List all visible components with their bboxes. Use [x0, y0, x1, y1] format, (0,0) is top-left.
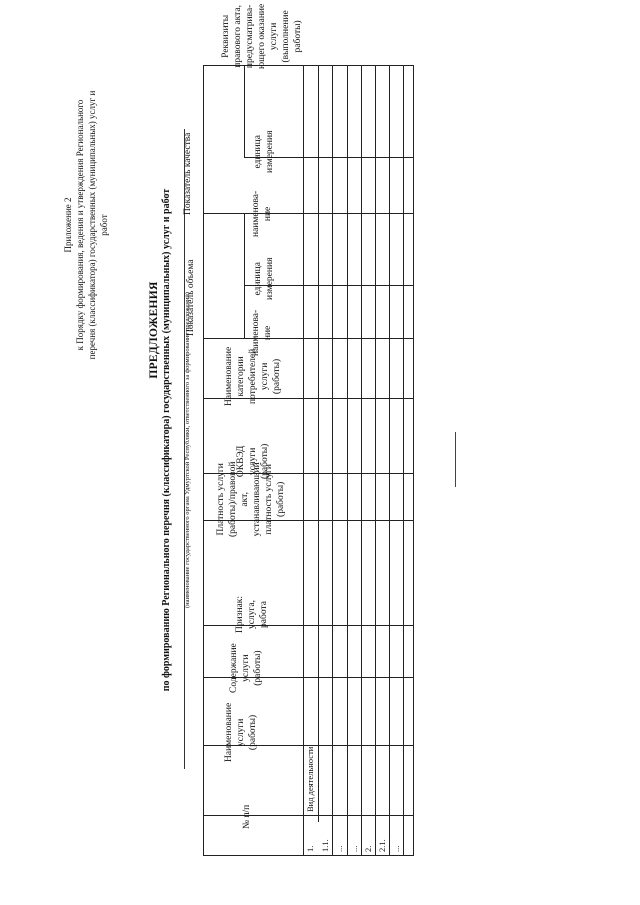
- header-paid-line: (работы): [276, 481, 287, 517]
- header-quality-unit-line: измерения: [265, 130, 276, 173]
- row-separator: [318, 65, 319, 822]
- header-volume-unit-line: единица: [253, 261, 264, 296]
- header-volume-name-line: наименова-: [251, 309, 262, 356]
- header-requisites-line: ющего оказание: [257, 3, 268, 69]
- header-sign-line: услуга,: [247, 600, 258, 629]
- header-requisites-line: работы): [293, 20, 304, 53]
- header-volume-unit: [244, 257, 303, 338]
- row-label: ...: [349, 845, 359, 852]
- row-label: 1.: [305, 845, 315, 852]
- row-label: 1.1.: [320, 839, 330, 852]
- header-sign-line: работа: [259, 601, 270, 628]
- header-category-line: (работы): [272, 358, 283, 394]
- header-num: № п/п: [241, 804, 252, 829]
- row-separator: [332, 65, 333, 855]
- header-category-line: Наименование: [224, 346, 235, 406]
- header-quality-unit: [244, 130, 303, 213]
- header-requisites-line: услуги: [269, 22, 280, 51]
- header-separator: [303, 65, 304, 855]
- header-okved-line: ОКВЭД: [236, 445, 247, 477]
- header-sign: [203, 595, 303, 677]
- header-name: [203, 702, 303, 815]
- appendix-header: [62, 45, 110, 405]
- header-content-line: Содержание: [229, 643, 240, 693]
- header-quality-name-line: ние: [263, 206, 274, 222]
- signature-line: [455, 432, 456, 487]
- row-label: ...: [391, 845, 401, 852]
- org-caption: (наименование государственного органа Удмуртской Республики, ответственного за формирование предложений): [184, 292, 191, 608]
- header-okved-line: (работы): [260, 443, 271, 479]
- header-quality-unit-line: единица: [253, 135, 264, 169]
- header-category-line: услуги: [260, 362, 271, 390]
- activity-label: Вид деятельности: [305, 746, 315, 812]
- table-border-right: [413, 65, 414, 856]
- appendix-line-1: Приложение 2: [63, 197, 73, 253]
- header-requisites-line: Реквизиты: [221, 14, 232, 58]
- header-content-line: (работы): [253, 650, 264, 686]
- row-separator: [347, 65, 348, 855]
- appendix-line-4: работ: [99, 214, 109, 236]
- header-name-line: (работы): [248, 714, 259, 751]
- header-requisites-line: предусматрива-: [245, 4, 256, 69]
- header-okved-line: услуги: [248, 447, 259, 475]
- header-quality-name: [244, 190, 303, 285]
- row-label: 2.: [363, 845, 373, 852]
- header-volume: Показатель объема: [186, 259, 197, 336]
- header-requisites-line: правового акта,: [233, 5, 244, 68]
- header-content-line: услуги: [241, 654, 252, 682]
- appendix-line-3: перечня (классификатора) государственных (муниципальных) услуг и: [87, 90, 97, 360]
- header-category-line: потребителей: [248, 348, 259, 404]
- header-content: [203, 643, 303, 745]
- header-name-line: Наименование: [224, 702, 235, 762]
- header-requisites-line: (выполнение: [281, 10, 292, 63]
- header-paid-line: платность услуги: [264, 463, 275, 535]
- header-requisites: [203, 3, 304, 157]
- header-paid-line: устанавливающий: [252, 461, 263, 536]
- document-subtitle: по формированию Регионального перечня (классификатора) государственных (муниципальных) услуг и работ: [161, 188, 172, 692]
- header-name-line: услуги: [236, 718, 247, 747]
- header-quality: Показатель качества: [183, 132, 194, 215]
- header-paid-line: Платность услуги: [216, 462, 227, 535]
- document-title: ПРЕДЛОЖЕНИЯ: [148, 281, 160, 379]
- row-label: ...: [334, 845, 344, 852]
- row-separator: [361, 65, 362, 855]
- table-border-bottom: [203, 855, 413, 856]
- row-separator: [375, 65, 376, 855]
- header-volume-name: [244, 309, 303, 398]
- appendix-line-2: к Порядку формирования, ведения и утверждения Регионального: [75, 99, 85, 351]
- header-okved: [203, 443, 303, 520]
- header-paid-line: (работы)/правовой: [228, 461, 239, 537]
- row-separator: [389, 65, 390, 855]
- header-volume-name-line: ние: [263, 325, 274, 341]
- row-separator: [403, 65, 404, 855]
- header-quality-name-line: наименова-: [251, 190, 262, 237]
- header-category: [203, 346, 303, 473]
- header-sign-line: Признак:: [235, 595, 246, 633]
- header-paid-line: акт,: [240, 491, 251, 507]
- header-volume-unit-line: измерения: [265, 257, 276, 300]
- row-label: 2.1.: [377, 839, 387, 852]
- header-category-line: категории: [236, 355, 247, 396]
